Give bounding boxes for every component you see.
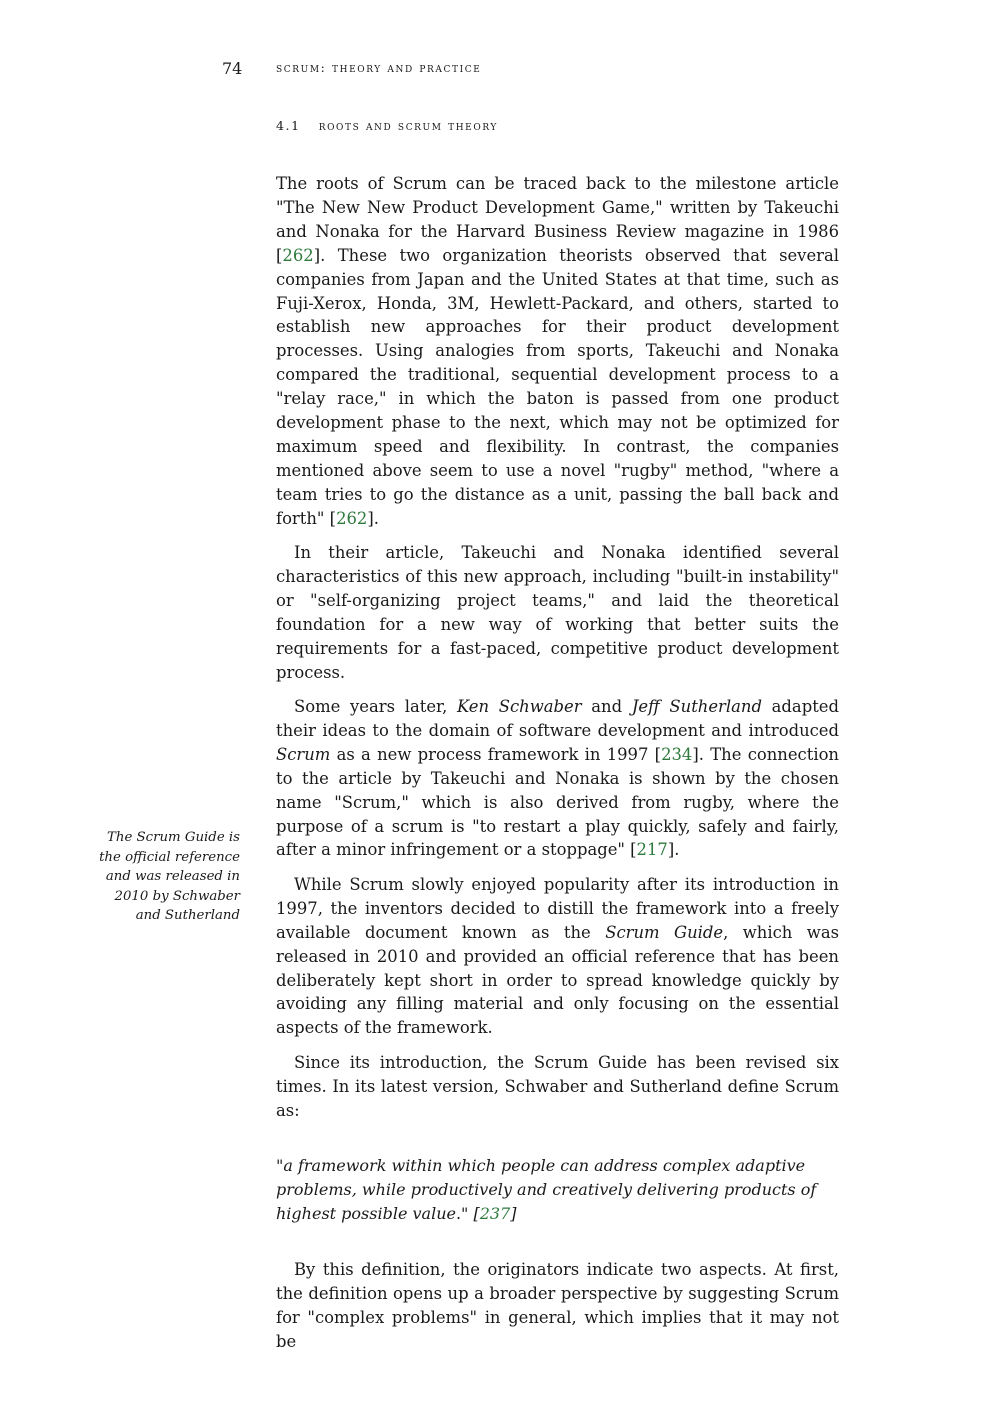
author-name: Ken Schwaber	[457, 697, 582, 717]
page-header	[0, 59, 1000, 79]
paragraph-6: By this definition, the originators indicate two aspects. At first, the definition opens up a broader perspective by suggesting Scrum for "complex problems" in general, which implies that it may not be	[276, 1260, 839, 1352]
section-heading	[276, 118, 498, 133]
citation-link[interactable]: 234	[661, 744, 693, 764]
section-number: 4.1	[276, 118, 301, 133]
citation-link[interactable]: 217	[636, 840, 668, 860]
author-name: Jeff Sutherland	[631, 697, 762, 717]
paragraph-2: In their article, Takeuchi and Nonaka identified several characteristics of this new approach, including "built-in instability" or "self-organizing project teams," and laid the theoretical foundation for a new way of working that better suits the requirements for a fast-paced, competitive product development process.	[276, 543, 839, 682]
section-title: roots and scrum theory	[318, 118, 498, 133]
page-number: 74	[222, 59, 243, 78]
citation-link[interactable]: 262	[282, 245, 314, 265]
term: Scrum Guide	[605, 922, 724, 942]
citation-link[interactable]: 262	[336, 508, 368, 528]
paragraph-4: While Scrum slowly enjoyed popularity after its introduction in 1997, the inventors decided to distill the framework into a freely available document known as the Scrum Guide, which was released in 2010 and provided an official reference that has been deliberately kept short in order to spread knowledge quickly by avoiding any filling material and only focusing on the essential aspects of the framework.	[276, 874, 840, 1038]
citation-link[interactable]: 237	[479, 1204, 511, 1224]
body-text	[276, 172, 839, 1365]
paragraph-3: Some years later, Ken Schwaber and Jeff Sutherland adapted their ideas to the domain of software development and introduced Scrum as a new process framework in 1997 [234]. The connection to the article by Takeuchi and Nonaka is shown by the chosen name "Scrum," which is also derived from rugby, where the purpose of a scrum is "to restart a play quickly, safely and fairly, after a minor infringement or a stoppage" [217].	[276, 697, 839, 860]
paragraph-1: The roots of Scrum can be traced back to the milestone article "The New New Product Development Game," written by Takeuchi and Nonaka for the Harvard Business Review magazine in 1986 [262]. These two organization theorists observed that several companies from Japan and the United States at that time, such as Fuji-Xerox, Honda, 3M, Hewlett-Packard, and others, started to establish new approaches for their product development processes. Using analogies from sports, Takeuchi and Nonaka compared the traditional, sequential development process to a "relay race," in which the baton is passed from one product development phase to the next, which may not be optimized for maximum speed and flexibility. In contrast, the companies mentioned above seem to use a novel "rugby" method, "where a team tries to go the distance as a unit, passing the ball back and forth" [262].	[276, 174, 839, 528]
block-quote: "a framework within which people can address complex adaptive problems, while productively and creatively delivering products of highest possible value." [237]	[276, 1156, 817, 1224]
paragraph-5: Since its introduction, the Scrum Guide has been revised six times. In its latest version, Schwaber and Sutherland define Scrum as:	[276, 1052, 839, 1120]
margin-note: The Scrum Guide is the official reference and was released in 2010 by Schwaber and Sutherland	[99, 830, 240, 924]
term: Scrum	[276, 744, 331, 764]
running-title: scrum: theory and practice	[276, 60, 482, 75]
